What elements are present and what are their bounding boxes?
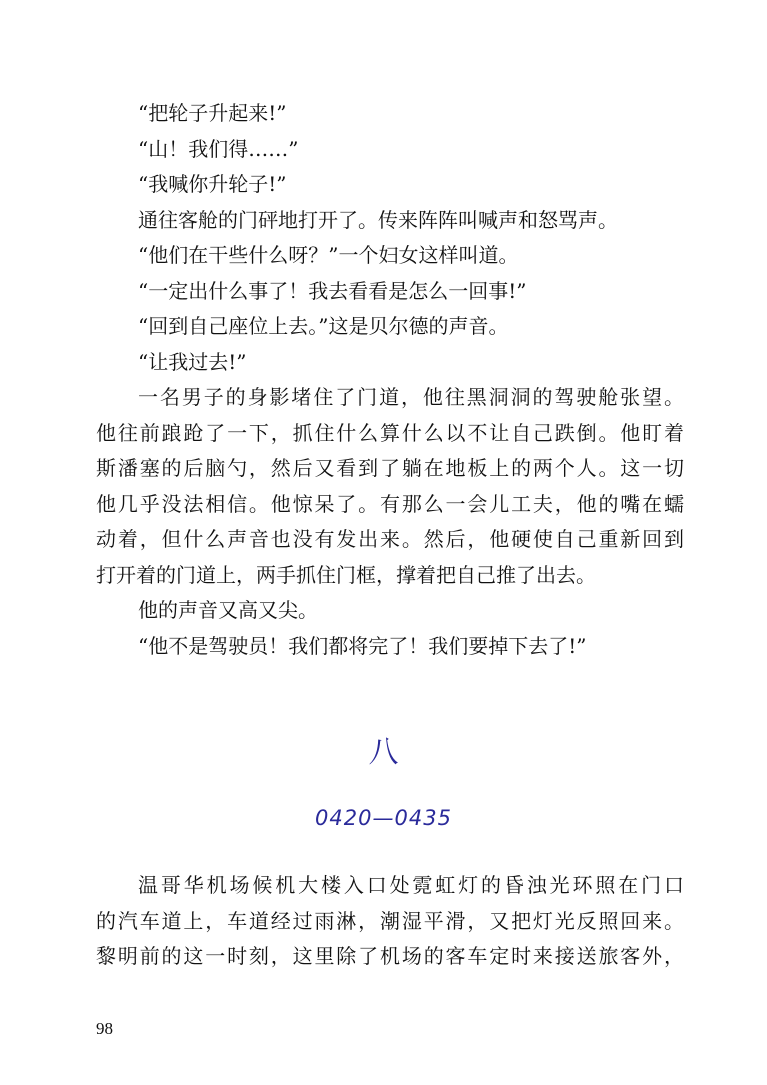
text-line: 的汽车道上，车道经过雨淋，潮湿平滑，又把灯光反照回来。 xyxy=(96,908,684,933)
text-line: 打开着的门道上，两手抓住门框，撑着把自己推了出去。 xyxy=(96,562,596,587)
text-line: “回到自己座位上去。”这是贝尔德的声音。 xyxy=(138,314,509,338)
text-line: 一名男子的身影堵住了门道，他往黑洞洞的驾驶舱张望。 xyxy=(138,385,684,409)
text-line: “他们在干些什么呀？”一个妇女这样叫道。 xyxy=(138,243,519,267)
text-line: “让我过去!” xyxy=(138,349,247,374)
chapter-number: 八 xyxy=(368,735,399,770)
text-line: 他往前踉跄了一下，抓住什么算什么以不让自己跌倒。他盯着 xyxy=(96,420,684,445)
text-line: 他的声音又高又尖。 xyxy=(138,598,318,622)
text-line: “山！我们得……” xyxy=(138,136,299,161)
text-line: 黎明前的这一时刻，这里除了机场的客车定时来接送旅客外， xyxy=(96,944,684,968)
passage-top xyxy=(96,96,684,664)
page-number: 98 xyxy=(96,1019,113,1038)
text-line: “把轮子升起来!” xyxy=(138,101,287,125)
passage-bottom xyxy=(96,868,684,975)
text-line: 动着，但什么声音也没有发出来。然后，他硬使自己重新回到 xyxy=(96,527,684,551)
chapter-time-range: 0420—0435 xyxy=(315,806,452,830)
text-line: 通往客舱的门砰地打开了。传来阵阵叫喊声和怒骂声。 xyxy=(138,207,618,232)
text-line: 斯潘塞的后脑勺，然后又看到了躺在地板上的两个人。这一切 xyxy=(96,456,684,480)
text-line: 温哥华机场候机大楼入口处霓虹灯的昏浊光环照在门口 xyxy=(138,873,684,897)
text-line: “他不是驾驶员！我们都将完了！我们要掉下去了!” xyxy=(138,633,587,658)
text-line: “我喊你升轮子!” xyxy=(138,172,287,196)
text-line: 他几乎没法相信。他惊呆了。有那么一会儿工夫，他的嘴在蠕 xyxy=(96,491,684,516)
text-line: “一定出什么事了！我去看看是怎么一回事!” xyxy=(138,278,527,303)
